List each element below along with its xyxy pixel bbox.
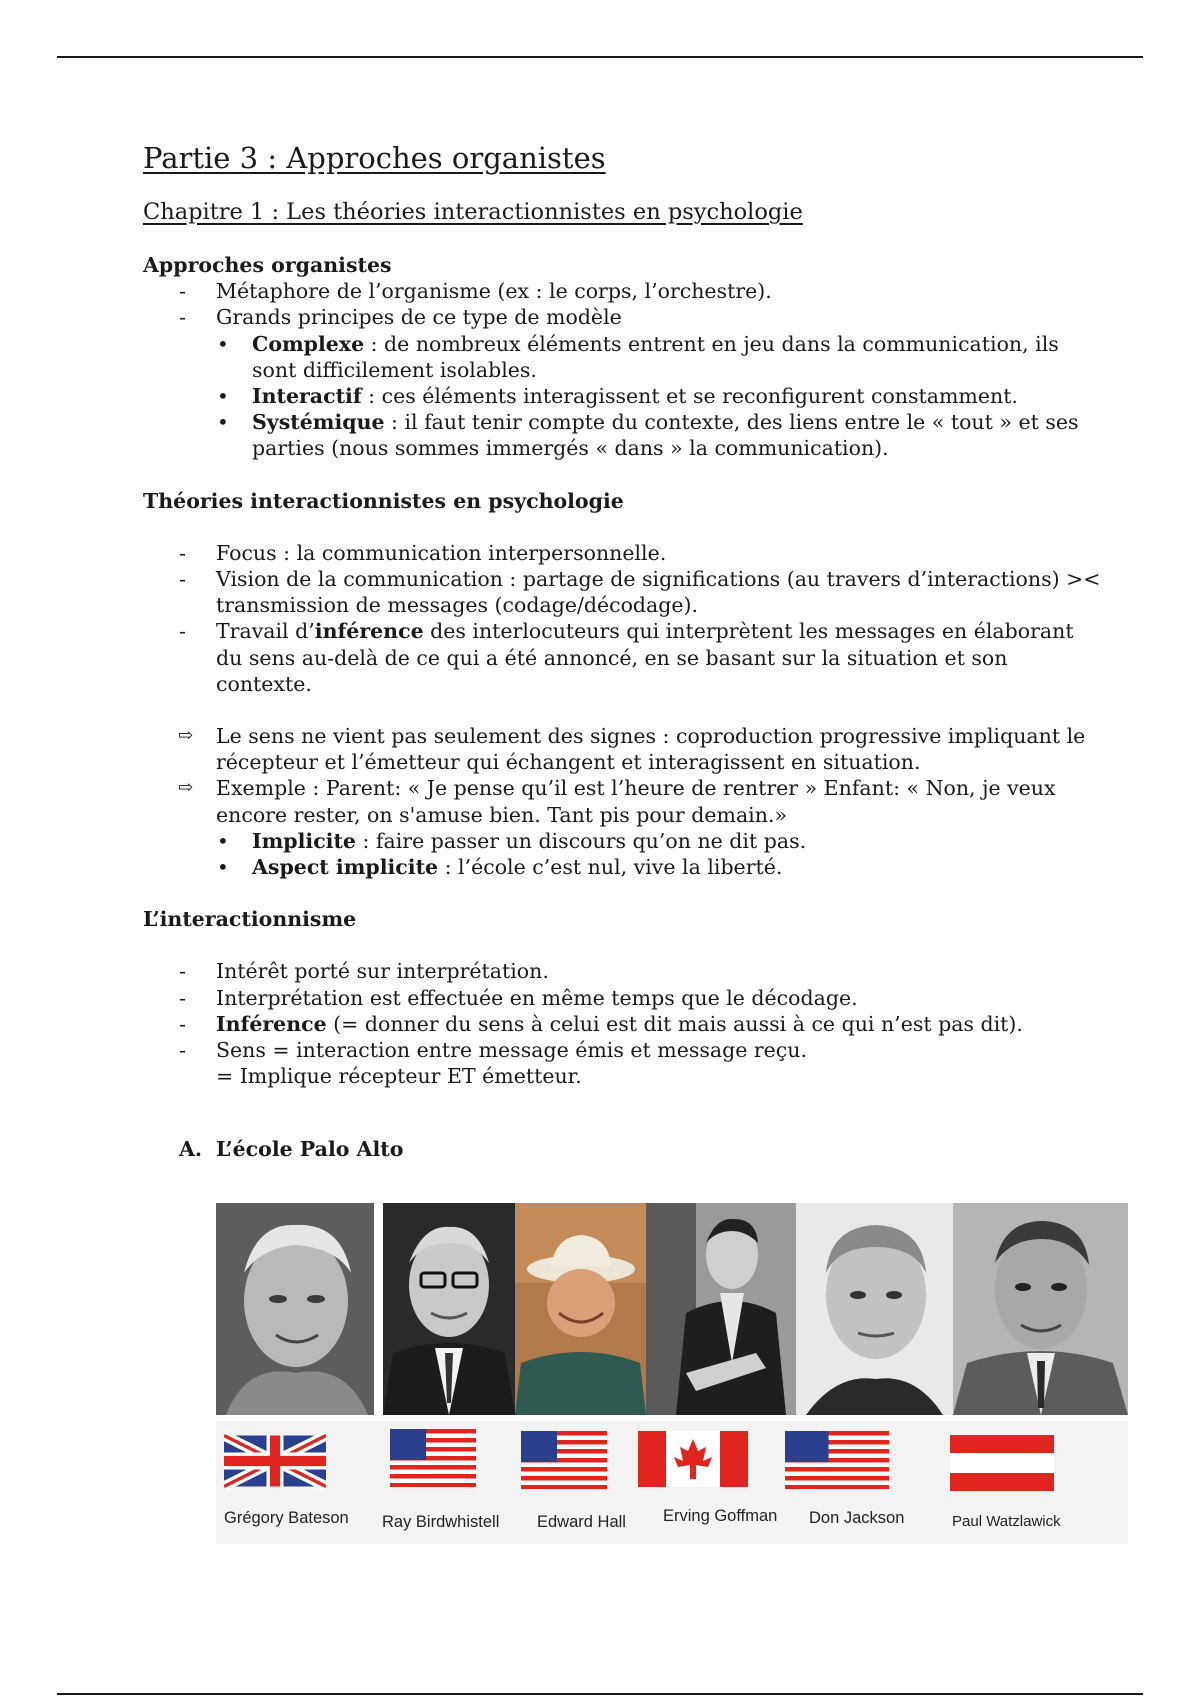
austria-flag-icon	[950, 1435, 1054, 1491]
portrait-watzlawick	[953, 1203, 1128, 1415]
bullet-marker: •	[217, 855, 229, 880]
usa-flag-icon	[521, 1431, 607, 1489]
usa-flag-icon	[785, 1431, 889, 1489]
dash-marker: -	[179, 985, 186, 1010]
person-name: Edward Hall	[537, 1513, 626, 1531]
arrow-icon: ⇨	[178, 725, 194, 747]
person-name: Paul Watzlawick	[952, 1513, 1061, 1530]
list-item: • Interactif : ces éléments interagissent et se reconfigurent constamment.	[217, 384, 1018, 409]
subsection-heading: A. L’école Palo Alto	[179, 1136, 404, 1161]
chapter-title: Chapitre 1 : Les théories interactionnistes en psychologie	[143, 199, 803, 225]
portrait-jackson	[796, 1203, 953, 1415]
section-heading-theories: Théories interactionnistes en psychologie	[143, 488, 624, 513]
dash-marker: -	[179, 619, 186, 644]
list-item: • Implicite : faire passer un discours qu’on ne dit pas.	[217, 828, 807, 853]
list-item: - Travail d’inférence des interlocuteurs qui interprètent les messages en élaborant du sens au-delà de ce qui a été annoncé, en se basant sur la situation et son contexte.	[179, 619, 1074, 696]
section-heading-interactionnisme: L’interactionnisme	[143, 907, 357, 932]
person-name: Ray Birdwhistell	[382, 1513, 500, 1531]
dash-marker: -	[179, 1038, 186, 1063]
dash-marker: -	[179, 567, 186, 592]
canada-flag-icon	[638, 1431, 748, 1487]
list-item: ⇨ Le sens ne vient pas seulement des signes : coproduction progressive impliquant le récepteur et l’émetteur qui échangent et interagissent en situation.	[178, 724, 1086, 775]
header-rule	[57, 56, 1143, 58]
list-item: • Aspect implicite : l’école c’est nul, vive la liberté.	[217, 855, 783, 880]
implicit-list	[143, 828, 1103, 880]
section-heading-approches: Approches organistes	[143, 253, 392, 277]
arrow-icon: ⇨	[178, 777, 194, 799]
bullet-marker: •	[217, 384, 229, 409]
interactionnisme-list	[143, 958, 1103, 1063]
palo-alto-gallery	[216, 1203, 1128, 1544]
list-item: - Inférence (= donner du sens à celui est dit mais aussi à ce qui n’est pas dit).	[179, 1011, 1023, 1036]
person-name: Erving Goffman	[663, 1507, 778, 1525]
dash-marker: -	[179, 959, 186, 984]
bullet-marker: •	[217, 410, 229, 435]
list-item: - Grands principes de ce type de modèle	[179, 305, 622, 330]
list-item: - Interprétation est effectuée en même temps que le décodage.	[179, 985, 858, 1010]
dash-marker: -	[179, 540, 186, 565]
portrait-bateson	[216, 1203, 374, 1415]
footer-rule	[57, 1693, 1143, 1695]
person-name: Don Jackson	[809, 1509, 905, 1527]
portrait-birdwhistell	[383, 1203, 515, 1415]
list-item: ⇨ Exemple : Parent: « Je pense qu’il est l’heure de rentrer » Enfant: « Non, je veux encore rester, on s'amuse bien. Tant pis pour demain.»	[178, 776, 1056, 827]
uk-flag-icon	[224, 1431, 326, 1491]
list-item: - Intérêt porté sur interprétation.	[179, 959, 549, 984]
list-item: - Vision de la communication : partage de significations (au travers d’interactions) >< transmission de messages (codage/décodage).	[179, 567, 1101, 618]
list-item: • Complexe : de nombreux éléments entrent en jeu dans la communication, ils sont difficilement isolables.	[217, 331, 1059, 382]
flag-row	[216, 1421, 1128, 1544]
part-title: Partie 3 : Approches organistes	[143, 141, 606, 175]
list-item: - Focus : la communication interpersonnelle.	[179, 540, 667, 565]
dash-marker: -	[179, 1011, 186, 1036]
bullet-marker: •	[217, 331, 229, 356]
portrait-hall	[515, 1203, 646, 1415]
approches-list	[143, 278, 1103, 330]
dash-marker: -	[179, 305, 186, 330]
portrait-goffman	[646, 1203, 796, 1415]
list-item: • Systémique : il faut tenir compte du contexte, des liens entre le « tout » et ses parties (nous sommes immergés « dans » la communication).	[217, 410, 1079, 461]
usa-flag-icon	[390, 1429, 476, 1487]
dash-marker: -	[179, 279, 186, 304]
conclusions-list	[143, 723, 1103, 828]
principles-list	[143, 331, 1103, 462]
continuation-line: = Implique récepteur ET émetteur.	[216, 1064, 582, 1089]
theories-list	[143, 540, 1103, 697]
portrait-strip	[216, 1203, 1128, 1415]
bullet-marker: •	[217, 828, 229, 853]
document-body	[143, 140, 1103, 1183]
list-item: - Sens = interaction entre message émis et message reçu.	[179, 1038, 808, 1063]
person-name: Grégory Bateson	[224, 1509, 349, 1527]
list-item: - Métaphore de l’organisme (ex : le corps, l’orchestre).	[179, 279, 772, 304]
